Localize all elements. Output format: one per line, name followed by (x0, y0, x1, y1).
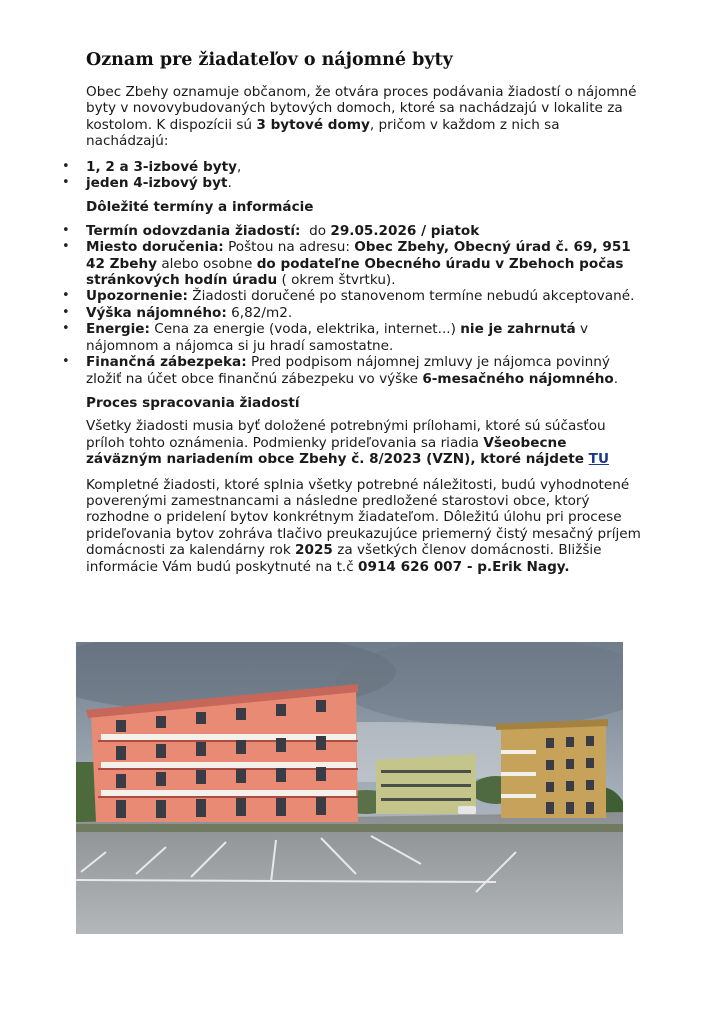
warning-label: Upozornenie: (86, 288, 188, 305)
flat-types-list (86, 159, 642, 192)
deadline-label: Termín odovzdania žiadostí: (86, 222, 301, 239)
process-text: Kompletné žiadosti, ktoré splnia všetky potrebné náležitosti, budú vyhodnotené poverenými zamestnancami a následne predložené starostovi obce, ktorý rozhodne o pridelení bytov konkrétnym žiadateľom. Dôležitú úlohu pri procese prideľovania bytov zohráva tlačivo preukazujúce priemerný čistý mesačný príjem domácnosti za kalendárny rok (86, 476, 641, 559)
flat-type-2: jeden 4-izbový byt (86, 175, 228, 192)
info-list (86, 223, 642, 387)
deposit-label: Finančná zábezpeka: (86, 354, 247, 371)
list-item-energy (86, 321, 642, 354)
punct: . (227, 175, 232, 192)
energy-label: Energie: (86, 321, 150, 338)
deposit-bold: 6-mesačného nájomného (422, 370, 614, 387)
document-body (86, 84, 642, 584)
section-heading-process: Proces spracovania žiadostí (86, 394, 300, 411)
intro-text: Obec Zbehy oznamuje občanom, že otvára proces podávania žiadostí o nájomné byty v novovybudovaných bytových domoch, ktoré sa nachádzajú v lokalite za kostolom. K dispozícii sú (86, 84, 637, 133)
deposit-text: . (613, 370, 619, 387)
document-title: Oznam pre žiadateľov o nájomné byty (86, 50, 453, 70)
list-item-place (86, 239, 642, 288)
list-item-deadline (86, 223, 642, 239)
flat-type-1: 1, 2 a 3-izbové byty (86, 158, 237, 175)
list-item-deposit (86, 354, 642, 387)
regulation-link[interactable]: TU (588, 451, 609, 468)
place-address: Obec Zbehy, Obecný úrad č. 69, 951 42 Zbehy (86, 239, 631, 272)
warning-text: Žiadosti doručené po stanovenom termíne nebudú akceptované. (187, 288, 635, 305)
apartment-buildings-photo (76, 642, 623, 934)
energy-text: Cena za energie (voda, elektrika, internet...) (149, 321, 461, 338)
deposit-text: Pred podpisom nájomnej zmluvy je nájomca povinný zložiť na účet obce finančnú zábezpeku vo výške (86, 354, 610, 387)
rent-label: Výška nájomného: (86, 304, 227, 321)
process-paragraph-2 (86, 477, 642, 575)
deadline-value: 29.05.2026 / piatok (330, 222, 480, 239)
list-item-warning (86, 288, 642, 304)
process-paragraph-1 (86, 418, 642, 467)
intro-bold: 3 bytové domy (256, 116, 370, 133)
energy-text: v nájomnom a nájomca si ju hradí samostatne. (86, 321, 589, 354)
place-text: alebo osobne (157, 255, 257, 272)
energy-bold: nie je zahrnutá (460, 321, 576, 338)
place-text: Poštou na adresu: (223, 239, 355, 256)
rent-text: 6,82/m2. (226, 304, 293, 321)
punct: , (236, 158, 242, 175)
contact-phone: 0914 626 007 - p.Erik Nagy. (358, 558, 570, 575)
intro-text-end: , pričom v každom z nich sa nachádzajú: (86, 116, 560, 150)
regulation-reference: Všeobecne záväzným nariadením obce Zbehy č. 8/2023 (VZN), ktoré nájdete (86, 434, 589, 468)
list-item (86, 175, 642, 191)
intro-paragraph (86, 84, 642, 150)
section-heading-info: Dôležité termíny a informácie (86, 199, 314, 216)
place-label: Miesto doručenia: (86, 239, 224, 256)
income-year: 2025 (295, 542, 333, 559)
process-text: za všetkých členov domácnosti. Bližšie informácie Vám budú poskytnuté na t.č (86, 542, 602, 575)
place-office: do podateľne Obecného úradu v Zbehoch počas stránkových hodín úradu (86, 255, 624, 289)
place-text: ( okrem štvrtku). (277, 272, 396, 289)
process-text: Všetky žiadosti musia byť doložené potrebnými prílohami, ktoré sú súčasťou príloh tohto oznámenia. Podmienky prideľovania sa riadia (86, 418, 606, 451)
list-item (86, 159, 642, 175)
deadline-pre: do (300, 222, 331, 239)
list-item-rent (86, 305, 642, 321)
